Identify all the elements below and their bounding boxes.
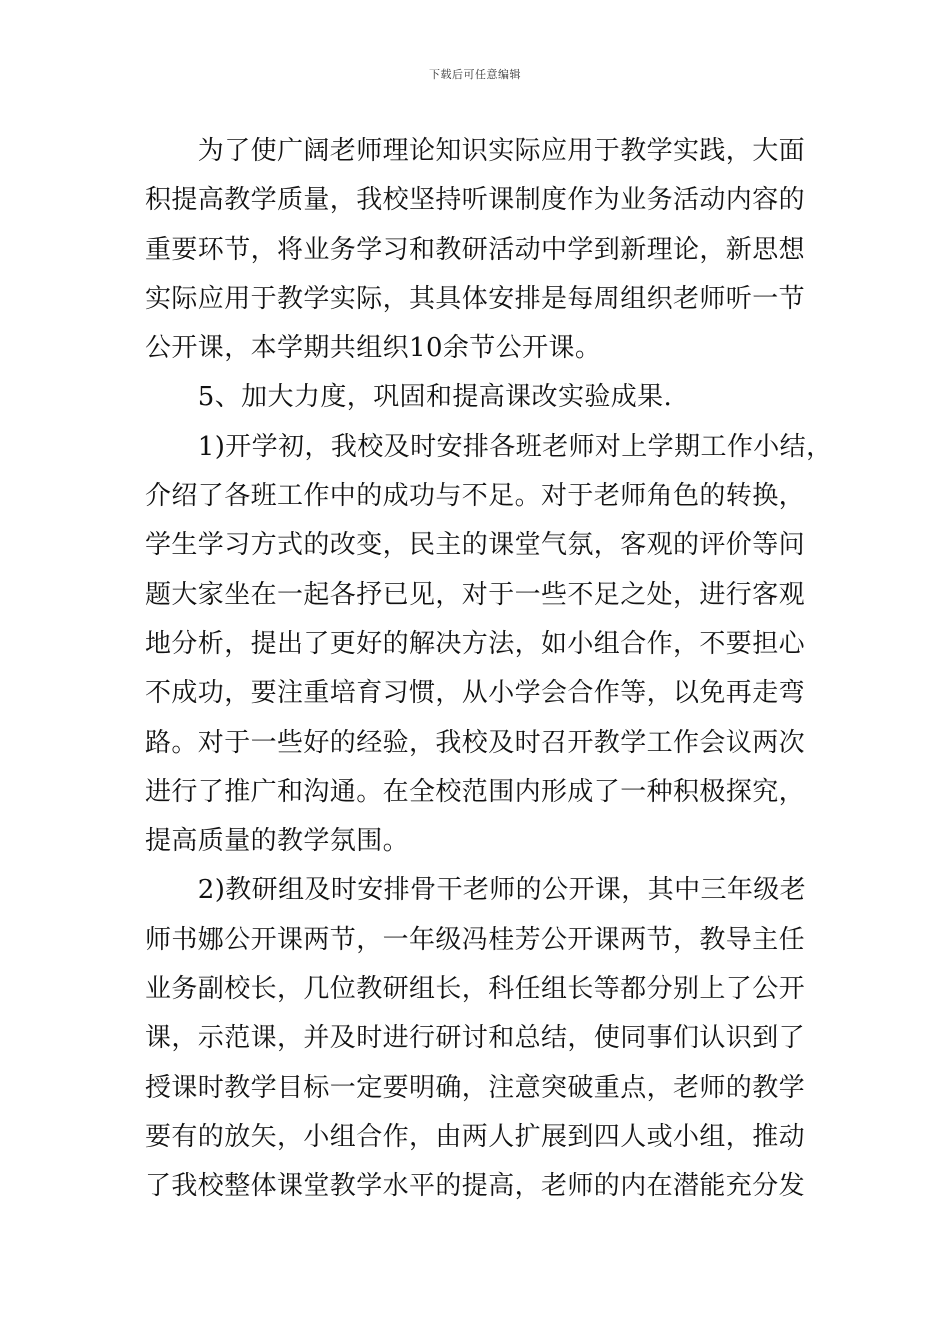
text-line: 公开课，本学期共组织10余节公开课。 xyxy=(145,333,602,364)
page-header: 下载后可任意编辑 xyxy=(429,68,521,81)
text-line: 1)开学初，我校及时安排各班老师对上学期工作小结， xyxy=(145,431,833,462)
text-line: 了我校整体课堂教学水平的提高，老师的内在潜能充分发 xyxy=(145,1171,806,1202)
text-line: 业务副校长，几位教研组长，科任组长等都分别上了公开 xyxy=(145,974,806,1005)
text-line: 5、加大力度，巩固和提高课改实验成果. xyxy=(145,382,673,413)
text-line: 要有的放矢，小组合作，由两人扩展到四人或小组，推动 xyxy=(145,1121,806,1152)
text-line: 学生学习方式的改变，民主的课堂气氛，客观的评价等问 xyxy=(145,530,806,561)
text-line: 不成功，要注重培育习惯，从小学会合作等，以免再走弯 xyxy=(145,678,806,709)
text-line: 授课时教学目标一定要明确，注意突破重点，老师的教学 xyxy=(145,1072,806,1103)
text-line: 2)教研组及时安排骨干老师的公开课，其中三年级老 xyxy=(145,875,807,906)
text-line: 师书娜公开课两节，一年级冯桂芳公开课两节，教导主任 xyxy=(145,924,806,955)
text-line: 介绍了各班工作中的成功与不足。对于老师角色的转换， xyxy=(145,481,806,512)
text-line: 提高质量的教学氛围。 xyxy=(145,826,410,857)
text-line: 地分析，提出了更好的解决方法，如小组合作，不要担心 xyxy=(145,628,806,659)
text-line: 积提高教学质量，我校坚持听课制度作为业务活动内容的 xyxy=(145,185,806,216)
document-body xyxy=(145,127,833,1212)
text-line: 实际应用于教学实际，其具体安排是每周组织老师听一节 xyxy=(145,283,806,314)
text-line: 为了使广阔老师理论知识实际应用于教学实践，大面 xyxy=(145,136,806,166)
text-line: 路。对于一些好的经验，我校及时召开教学工作会议两次 xyxy=(145,727,806,758)
text-line: 题大家坐在一起各抒已见，对于一些不足之处，进行客观 xyxy=(145,579,806,610)
text-line: 进行了推广和沟通。在全校范围内形成了一种积极探究， xyxy=(145,776,806,807)
text-line: 课，示范课，并及时进行研讨和总结，使同事们认识到了 xyxy=(145,1023,806,1054)
text-line: 重要环节，将业务学习和教研活动中学到新理论，新思想 xyxy=(145,234,806,265)
